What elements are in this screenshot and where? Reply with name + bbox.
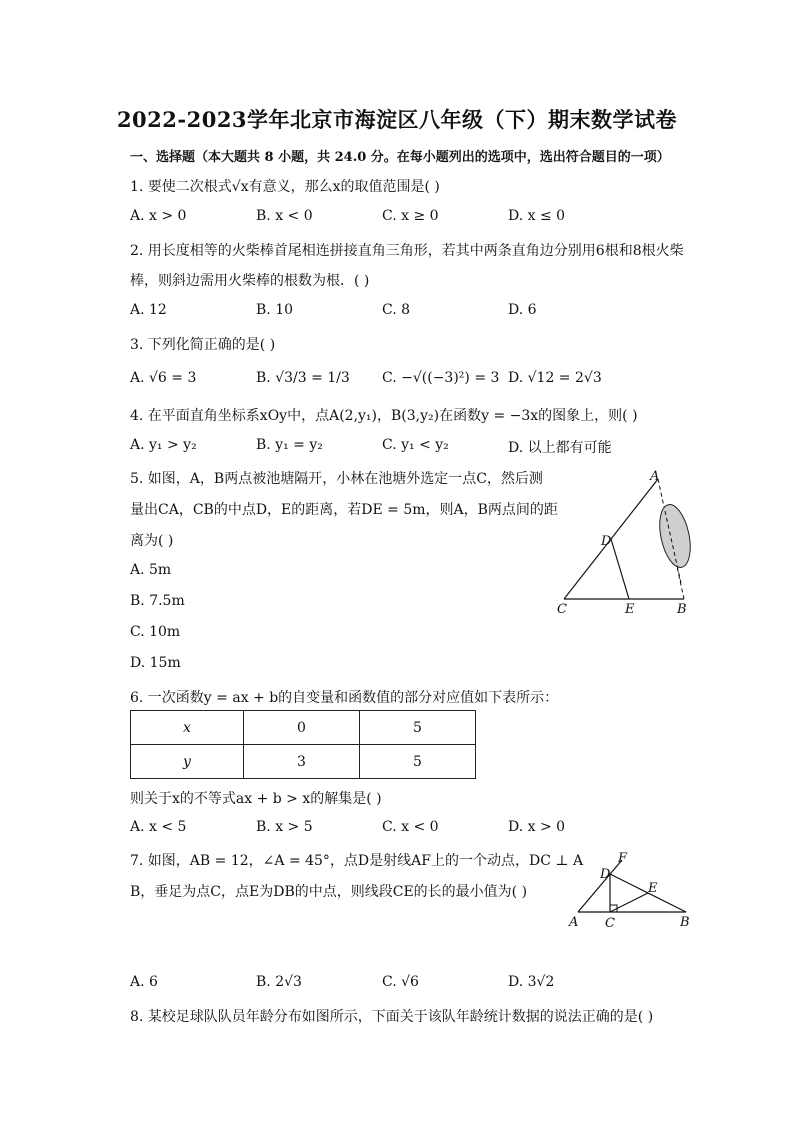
segment-de bbox=[611, 539, 629, 599]
question-2-option-c[interactable]: C. 8 bbox=[382, 302, 411, 318]
question-2-option-a[interactable]: A. 12 bbox=[130, 302, 167, 318]
table-header-x: x bbox=[131, 711, 244, 745]
table-cell: 0 bbox=[244, 711, 360, 745]
question-7-option-b[interactable]: B. 2√3 bbox=[256, 974, 302, 990]
question-5-stem-line1: 5. 如图，A，B两点被池塘隔开，小林在池塘外选定一点C，然后测 bbox=[130, 471, 543, 487]
question-3-stem: 3. 下列化简正确的是( ) bbox=[130, 337, 276, 353]
label-e: E bbox=[625, 602, 635, 617]
question-2-option-b[interactable]: B. 10 bbox=[256, 302, 294, 318]
question-6-option-d[interactable]: D. x > 0 bbox=[508, 819, 566, 835]
question-7-figure bbox=[560, 848, 700, 933]
question-3-option-b[interactable]: B. √3/3 = 1/3 bbox=[256, 370, 350, 386]
question-7-stem-line2: B，垂足为点C，点E为DB的中点，则线段CE的长的最小值为( ) bbox=[130, 884, 528, 900]
table-header-y: y bbox=[131, 745, 244, 779]
table-cell: 3 bbox=[244, 745, 360, 779]
question-4-option-d[interactable]: D. 以上都有可能 bbox=[508, 440, 612, 456]
question-5-option-c[interactable]: C. 10m bbox=[130, 624, 181, 640]
question-4-option-c[interactable]: C. y₁ < y₂ bbox=[382, 437, 449, 453]
question-5-figure bbox=[550, 462, 700, 622]
label-b: B bbox=[680, 915, 690, 930]
label-c: C bbox=[605, 916, 615, 931]
label-d: D bbox=[600, 867, 611, 882]
question-7-option-a[interactable]: A. 6 bbox=[130, 974, 158, 990]
question-6-stem-line2: 则关于x的不等式ax + b > x的解集是( ) bbox=[130, 791, 382, 807]
question-5-stem-line2: 量出CA，CB的中点D，E的距离，若DE = 5m，则A，B两点间的距 bbox=[130, 502, 558, 518]
label-b: B bbox=[677, 602, 687, 617]
question-3-option-c[interactable]: C. −√((−3)²) = 3 bbox=[382, 370, 500, 386]
question-1-option-a[interactable]: A. x > 0 bbox=[130, 208, 187, 224]
question-1-option-d[interactable]: D. x ≤ 0 bbox=[508, 208, 566, 224]
question-6-option-c[interactable]: C. x < 0 bbox=[382, 819, 439, 835]
question-2-option-d[interactable]: D. 6 bbox=[508, 302, 537, 318]
table-cell: 5 bbox=[360, 745, 476, 779]
question-1-option-b[interactable]: B. x < 0 bbox=[256, 208, 313, 224]
question-7-stem-line1: 7. 如图，AB = 12，∠A = 45°，点D是射线AF上的一个动点，DC ⊥ A bbox=[130, 853, 584, 869]
question-3-option-d[interactable]: D. √12 = 2√3 bbox=[508, 370, 602, 386]
table-row bbox=[131, 711, 476, 745]
question-1-stem: 1. 要使二次根式√x有意义，那么x的取值范围是( ) bbox=[130, 179, 440, 195]
label-d: D bbox=[601, 534, 612, 549]
question-4-option-a[interactable]: A. y₁ > y₂ bbox=[130, 437, 197, 453]
question-2-stem-line1: 2. 用长度相等的火柴棒首尾相连拼接直角三角形，若其中两条直角边分别用6根和8根火柴 bbox=[130, 243, 684, 259]
label-a: A bbox=[569, 915, 579, 930]
table-row bbox=[131, 745, 476, 779]
question-4-option-b[interactable]: B. y₁ = y₂ bbox=[256, 437, 323, 453]
question-5-option-a[interactable]: A. 5m bbox=[130, 562, 172, 578]
question-6-option-a[interactable]: A. x < 5 bbox=[130, 819, 187, 835]
label-a: A bbox=[650, 469, 660, 484]
question-6-option-b[interactable]: B. x > 5 bbox=[256, 819, 313, 835]
page-title: 2022-2023学年北京市海淀区八年级（下）期末数学试卷 bbox=[116, 107, 678, 132]
label-e: E bbox=[648, 881, 658, 896]
question-5-option-b[interactable]: B. 7.5m bbox=[130, 593, 185, 609]
question-3-option-a[interactable]: A. √6 = 3 bbox=[130, 370, 197, 386]
question-2-stem-line2: 棒，则斜边需用火柴棒的根数为根．( ) bbox=[130, 273, 370, 289]
question-5-stem-line3: 离为( ) bbox=[130, 533, 174, 549]
question-4-stem: 4. 在平面直角坐标系xOy中，点A(2,y₁)，B(3,y₂)在函数y = −3x的图象上，则( ) bbox=[130, 408, 638, 424]
question-1-option-c[interactable]: C. x ≥ 0 bbox=[382, 208, 439, 224]
table-cell: 5 bbox=[360, 711, 476, 745]
label-c: C bbox=[557, 602, 567, 617]
question-5-option-d[interactable]: D. 15m bbox=[130, 655, 181, 671]
segment-ce bbox=[610, 893, 648, 912]
section-heading: 一、选择题（本大题共 8 小题，共 24.0 分。在每小题列出的选项中，选出符合题目的一项） bbox=[130, 150, 670, 165]
question-8-stem: 8. 某校足球队队员年龄分布如图所示，下面关于该队年龄统计数据的说法正确的是( ) bbox=[130, 1009, 654, 1025]
label-f: F bbox=[618, 851, 628, 866]
question-7-option-c[interactable]: C. √6 bbox=[382, 974, 419, 990]
value-table bbox=[130, 710, 476, 779]
pond-shape bbox=[655, 502, 696, 570]
question-7-option-d[interactable]: D. 3√2 bbox=[508, 974, 555, 990]
question-6-stem: 6. 一次函数y = ax + b的自变量和函数值的部分对应值如下表所示： bbox=[130, 690, 559, 706]
